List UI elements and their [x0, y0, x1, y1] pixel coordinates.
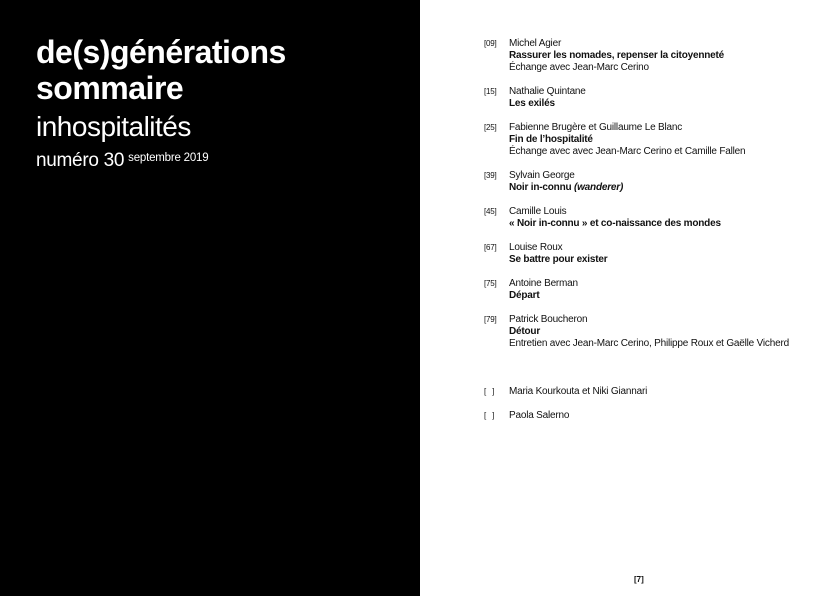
issue-number: numéro 30 [36, 150, 125, 171]
toc-title: Rassurer les nomades, repenser la citoyenneté [509, 50, 724, 61]
journal-title: de(s)générations [36, 34, 286, 70]
toc-title: Départ [509, 290, 540, 301]
toc-title: Détour [509, 326, 541, 337]
toc-title-main: Noir in-connu [509, 182, 574, 193]
toc-page-number: [39] [484, 171, 497, 180]
section-title: sommaire [36, 70, 184, 106]
toc-page-number: [15] [484, 87, 497, 96]
toc-title: Fin de l’hospitalité [509, 134, 593, 145]
toc-author: Fabienne Brugère et Guillaume Le Blanc [509, 122, 683, 133]
toc-note: Échange avec avec Jean-Marc Cerino et Camille Fallen [509, 146, 746, 157]
toc-title-italic: (wanderer) [573, 182, 624, 193]
toc-note: Entretien avec Jean-Marc Cerino, Philippe Roux et Gaëlle Vicherd [509, 338, 789, 349]
toc-page-number: [45] [484, 207, 497, 216]
toc-author: Sylvain George [509, 170, 575, 181]
toc-title: Se battre pour exister [509, 254, 608, 265]
toc-page-number: [67] [484, 243, 497, 252]
toc-author: Louise Roux [509, 242, 563, 253]
toc-note: Échange avec Jean-Marc Cerino [509, 62, 649, 73]
toc-author: Paola Salerno [509, 410, 570, 421]
toc-author: Antoine Berman [509, 278, 578, 289]
toc-page-number: [25] [484, 123, 497, 132]
toc-title: Les exilés [509, 98, 555, 109]
page-folio: [7] [634, 575, 644, 584]
issue-date: septembre 2019 [128, 152, 209, 164]
issue-theme: inhospitalités [36, 111, 191, 142]
toc-author: Maria Kourkouta et Niki Giannari [509, 386, 648, 397]
toc-title: « Noir in-connu » et co-naissance des mondes [509, 218, 721, 229]
toc-author: Patrick Boucheron [509, 314, 588, 325]
table-of-contents [420, 0, 840, 596]
issue-line [36, 150, 208, 172]
toc-page-number: [ ] [484, 411, 495, 420]
toc-title [509, 182, 829, 194]
toc-author: Nathalie Quintane [509, 86, 586, 97]
toc-author: Camille Louis [509, 206, 567, 217]
toc-author: Michel Agier [509, 38, 562, 49]
toc-page-number: [75] [484, 279, 497, 288]
toc-page-number: [ ] [484, 387, 495, 396]
toc-page-number: [09] [484, 39, 497, 48]
toc-page-number: [79] [484, 315, 497, 324]
